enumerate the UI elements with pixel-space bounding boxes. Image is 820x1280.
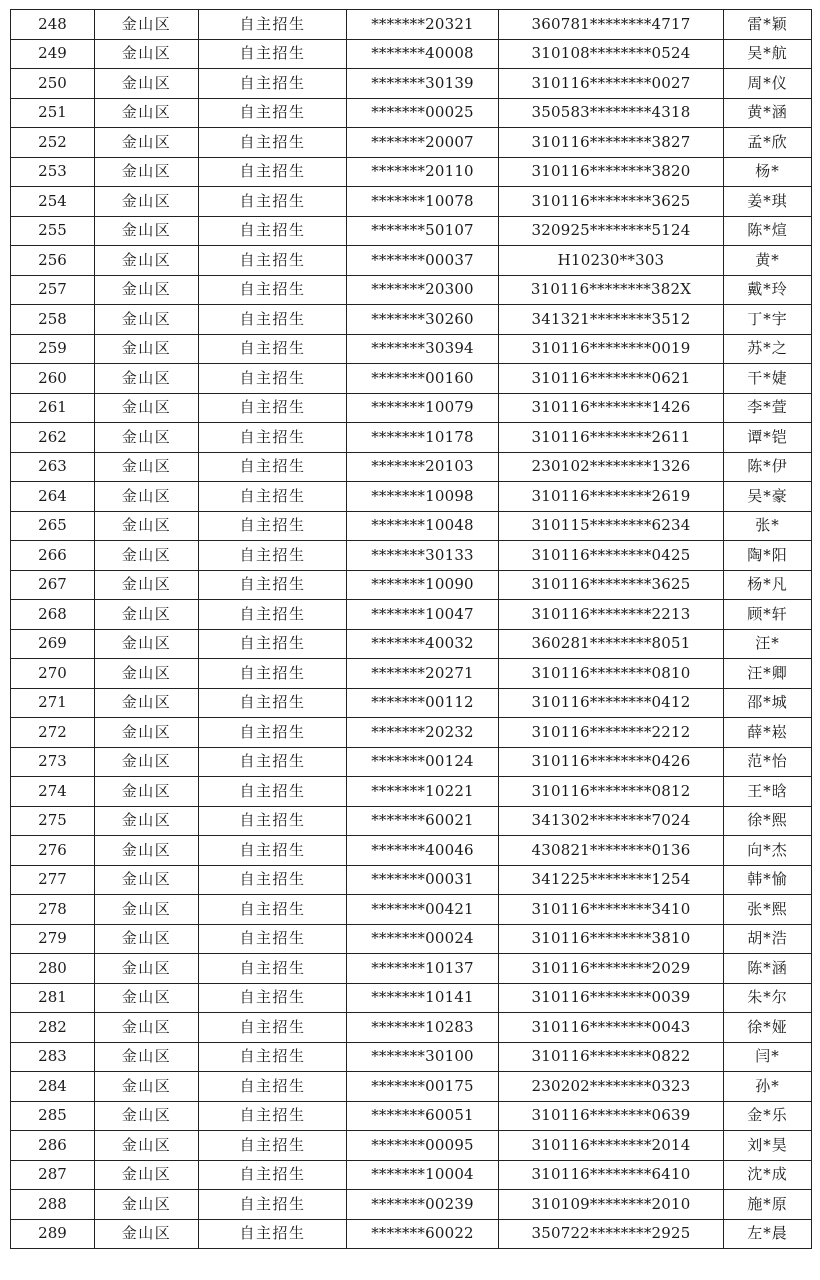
district-cell: 金山区 — [95, 98, 199, 128]
admission-type-cell: 自主招生 — [199, 393, 347, 423]
table-row — [11, 865, 812, 895]
row-number-cell: 251 — [11, 98, 95, 128]
district-cell: 金山区 — [95, 747, 199, 777]
id-card-number-cell: 310116********0027 — [499, 69, 724, 99]
admission-type-cell: 自主招生 — [199, 1013, 347, 1043]
id-card-number-cell: 310116********0639 — [499, 1101, 724, 1131]
district-cell: 金山区 — [95, 305, 199, 335]
district-cell: 金山区 — [95, 69, 199, 99]
student-name-cell: 陈*伊 — [724, 452, 812, 482]
admission-type-cell: 自主招生 — [199, 541, 347, 571]
table-row — [11, 423, 812, 453]
admission-type-cell: 自主招生 — [199, 806, 347, 836]
district-cell: 金山区 — [95, 570, 199, 600]
admission-type-cell: 自主招生 — [199, 275, 347, 305]
id-card-number-cell: 310116********3625 — [499, 187, 724, 217]
id-card-number-cell: 310116********3810 — [499, 924, 724, 954]
table-row — [11, 570, 812, 600]
student-name-cell: 韩*愉 — [724, 865, 812, 895]
document-page — [10, 9, 811, 1249]
candidate-id-cell: *******10079 — [347, 393, 499, 423]
table-row — [11, 39, 812, 69]
table-row — [11, 1042, 812, 1072]
student-name-cell: 吴*航 — [724, 39, 812, 69]
candidate-id-cell: *******10048 — [347, 511, 499, 541]
id-card-number-cell: 310116********2213 — [499, 600, 724, 630]
student-name-cell: 雷*颖 — [724, 10, 812, 40]
row-number-cell: 282 — [11, 1013, 95, 1043]
candidate-id-cell: *******60022 — [347, 1219, 499, 1249]
table-row — [11, 69, 812, 99]
admission-type-cell: 自主招生 — [199, 1072, 347, 1102]
row-number-cell: 261 — [11, 393, 95, 423]
table-row — [11, 806, 812, 836]
id-card-number-cell: 341302********7024 — [499, 806, 724, 836]
row-number-cell: 289 — [11, 1219, 95, 1249]
row-number-cell: 270 — [11, 659, 95, 689]
id-card-number-cell: 310116********0412 — [499, 688, 724, 718]
admission-type-cell: 自主招生 — [199, 334, 347, 364]
district-cell: 金山区 — [95, 718, 199, 748]
id-card-number-cell: 310116********1426 — [499, 393, 724, 423]
row-number-cell: 285 — [11, 1101, 95, 1131]
id-card-number-cell: 310116********0621 — [499, 364, 724, 394]
admission-type-cell: 自主招生 — [199, 600, 347, 630]
admission-type-cell: 自主招生 — [199, 157, 347, 187]
row-number-cell: 276 — [11, 836, 95, 866]
student-name-cell: 丁*宇 — [724, 305, 812, 335]
id-card-number-cell: 310116********3820 — [499, 157, 724, 187]
student-name-cell: 杨*凡 — [724, 570, 812, 600]
district-cell: 金山区 — [95, 1101, 199, 1131]
candidate-id-cell: *******60021 — [347, 806, 499, 836]
student-name-cell: 闫* — [724, 1042, 812, 1072]
district-cell: 金山区 — [95, 1072, 199, 1102]
candidate-id-cell: *******20110 — [347, 157, 499, 187]
admission-type-cell: 自主招生 — [199, 246, 347, 276]
row-number-cell: 280 — [11, 954, 95, 984]
id-card-number-cell: 350583********4318 — [499, 98, 724, 128]
candidate-id-cell: *******30394 — [347, 334, 499, 364]
candidate-id-cell: *******20232 — [347, 718, 499, 748]
district-cell: 金山区 — [95, 541, 199, 571]
table-row — [11, 747, 812, 777]
candidate-id-cell: *******00031 — [347, 865, 499, 895]
id-card-number-cell: 310116********382X — [499, 275, 724, 305]
table-row — [11, 718, 812, 748]
id-card-number-cell: 310108********0524 — [499, 39, 724, 69]
district-cell: 金山区 — [95, 334, 199, 364]
table-row — [11, 1160, 812, 1190]
candidate-id-cell: *******20007 — [347, 128, 499, 158]
district-cell: 金山区 — [95, 600, 199, 630]
table-row — [11, 482, 812, 512]
candidate-id-cell: *******60051 — [347, 1101, 499, 1131]
admission-type-cell: 自主招生 — [199, 452, 347, 482]
row-number-cell: 269 — [11, 629, 95, 659]
candidate-id-cell: *******20300 — [347, 275, 499, 305]
admission-type-cell: 自主招生 — [199, 570, 347, 600]
row-number-cell: 279 — [11, 924, 95, 954]
district-cell: 金山区 — [95, 393, 199, 423]
student-name-cell: 张*熙 — [724, 895, 812, 925]
student-name-cell: 薛*崧 — [724, 718, 812, 748]
id-card-number-cell: 310116********0810 — [499, 659, 724, 689]
id-card-number-cell: 310116********3827 — [499, 128, 724, 158]
candidate-id-cell: *******00124 — [347, 747, 499, 777]
row-number-cell: 284 — [11, 1072, 95, 1102]
candidate-id-cell: *******10178 — [347, 423, 499, 453]
id-card-number-cell: 310116********0812 — [499, 777, 724, 807]
candidate-id-cell: *******00239 — [347, 1190, 499, 1220]
row-number-cell: 267 — [11, 570, 95, 600]
id-card-number-cell: 430821********0136 — [499, 836, 724, 866]
row-number-cell: 248 — [11, 10, 95, 40]
admission-type-cell: 自主招生 — [199, 364, 347, 394]
admission-type-cell: 自主招生 — [199, 1131, 347, 1161]
id-card-number-cell: 310116********2014 — [499, 1131, 724, 1161]
id-card-number-cell: 320925********5124 — [499, 216, 724, 246]
admission-type-cell: 自主招生 — [199, 924, 347, 954]
student-name-cell: 徐*娅 — [724, 1013, 812, 1043]
id-card-number-cell: 360781********4717 — [499, 10, 724, 40]
student-name-cell: 左*晨 — [724, 1219, 812, 1249]
candidate-id-cell: *******40032 — [347, 629, 499, 659]
table-row — [11, 452, 812, 482]
student-name-cell: 邵*城 — [724, 688, 812, 718]
student-name-cell: 金*乐 — [724, 1101, 812, 1131]
admission-type-cell: 自主招生 — [199, 629, 347, 659]
table-row — [11, 1190, 812, 1220]
candidate-id-cell: *******00095 — [347, 1131, 499, 1161]
row-number-cell: 255 — [11, 216, 95, 246]
row-number-cell: 265 — [11, 511, 95, 541]
row-number-cell: 287 — [11, 1160, 95, 1190]
table-row — [11, 1013, 812, 1043]
student-name-cell: 黄*涵 — [724, 98, 812, 128]
table-row — [11, 128, 812, 158]
table-row — [11, 924, 812, 954]
district-cell: 金山区 — [95, 1013, 199, 1043]
id-card-number-cell: 310116********2611 — [499, 423, 724, 453]
row-number-cell: 264 — [11, 482, 95, 512]
table-row — [11, 246, 812, 276]
candidate-id-cell: *******00175 — [347, 1072, 499, 1102]
row-number-cell: 272 — [11, 718, 95, 748]
district-cell: 金山区 — [95, 983, 199, 1013]
district-cell: 金山区 — [95, 364, 199, 394]
table-row — [11, 659, 812, 689]
table-row — [11, 275, 812, 305]
table-row — [11, 10, 812, 40]
student-name-cell: 孟*欣 — [724, 128, 812, 158]
admission-type-cell: 自主招生 — [199, 777, 347, 807]
student-name-cell: 汪*卿 — [724, 659, 812, 689]
row-number-cell: 254 — [11, 187, 95, 217]
id-card-number-cell: 310116********2212 — [499, 718, 724, 748]
table-row — [11, 1101, 812, 1131]
row-number-cell: 258 — [11, 305, 95, 335]
student-name-cell: 周*仪 — [724, 69, 812, 99]
row-number-cell: 275 — [11, 806, 95, 836]
id-card-number-cell: 310116********0822 — [499, 1042, 724, 1072]
candidate-id-cell: *******10283 — [347, 1013, 499, 1043]
admission-type-cell: 自主招生 — [199, 1160, 347, 1190]
district-cell: 金山区 — [95, 128, 199, 158]
student-name-cell: 沈*成 — [724, 1160, 812, 1190]
district-cell: 金山区 — [95, 511, 199, 541]
candidate-id-cell: *******20103 — [347, 452, 499, 482]
candidate-id-cell: *******10090 — [347, 570, 499, 600]
district-cell: 金山区 — [95, 659, 199, 689]
table-row — [11, 895, 812, 925]
table-row — [11, 777, 812, 807]
id-card-number-cell: 310116********0043 — [499, 1013, 724, 1043]
table-row — [11, 541, 812, 571]
table-row — [11, 983, 812, 1013]
student-name-cell: 陈*煊 — [724, 216, 812, 246]
id-card-number-cell: 310116********3410 — [499, 895, 724, 925]
candidate-id-cell: *******10141 — [347, 983, 499, 1013]
row-number-cell: 273 — [11, 747, 95, 777]
id-card-number-cell: 310116********3625 — [499, 570, 724, 600]
id-card-number-cell: 310116********0039 — [499, 983, 724, 1013]
student-name-cell: 张* — [724, 511, 812, 541]
student-name-cell: 李*萱 — [724, 393, 812, 423]
candidate-id-cell: *******30133 — [347, 541, 499, 571]
district-cell: 金山区 — [95, 954, 199, 984]
row-number-cell: 271 — [11, 688, 95, 718]
district-cell: 金山区 — [95, 688, 199, 718]
district-cell: 金山区 — [95, 1219, 199, 1249]
district-cell: 金山区 — [95, 482, 199, 512]
row-number-cell: 249 — [11, 39, 95, 69]
district-cell: 金山区 — [95, 865, 199, 895]
candidate-id-cell: *******10221 — [347, 777, 499, 807]
id-card-number-cell: 310116********2029 — [499, 954, 724, 984]
table-row — [11, 157, 812, 187]
row-number-cell: 252 — [11, 128, 95, 158]
id-card-number-cell: 310109********2010 — [499, 1190, 724, 1220]
candidate-id-cell: *******30100 — [347, 1042, 499, 1072]
student-name-cell: 胡*浩 — [724, 924, 812, 954]
admission-type-cell: 自主招生 — [199, 482, 347, 512]
admission-type-cell: 自主招生 — [199, 511, 347, 541]
admission-type-cell: 自主招生 — [199, 718, 347, 748]
district-cell: 金山区 — [95, 216, 199, 246]
admission-list-table — [10, 9, 812, 1249]
admission-type-cell: 自主招生 — [199, 69, 347, 99]
admission-type-cell: 自主招生 — [199, 659, 347, 689]
table-row — [11, 954, 812, 984]
admission-type-cell: 自主招生 — [199, 1101, 347, 1131]
student-name-cell: 汪* — [724, 629, 812, 659]
student-name-cell: 杨* — [724, 157, 812, 187]
student-name-cell: 戴*玲 — [724, 275, 812, 305]
student-name-cell: 向*杰 — [724, 836, 812, 866]
table-row — [11, 216, 812, 246]
id-card-number-cell: 230202********0323 — [499, 1072, 724, 1102]
id-card-number-cell: 350722********2925 — [499, 1219, 724, 1249]
row-number-cell: 277 — [11, 865, 95, 895]
table-row — [11, 305, 812, 335]
candidate-id-cell: *******00112 — [347, 688, 499, 718]
table-row — [11, 600, 812, 630]
student-name-cell: 范*怡 — [724, 747, 812, 777]
student-name-cell: 陈*涵 — [724, 954, 812, 984]
admission-type-cell: 自主招生 — [199, 983, 347, 1013]
row-number-cell: 257 — [11, 275, 95, 305]
admission-type-cell: 自主招生 — [199, 865, 347, 895]
district-cell: 金山区 — [95, 806, 199, 836]
admission-type-cell: 自主招生 — [199, 747, 347, 777]
candidate-id-cell: *******20321 — [347, 10, 499, 40]
student-name-cell: 谭*铠 — [724, 423, 812, 453]
id-card-number-cell: 310116********6410 — [499, 1160, 724, 1190]
admission-type-cell: 自主招生 — [199, 10, 347, 40]
district-cell: 金山区 — [95, 1160, 199, 1190]
row-number-cell: 278 — [11, 895, 95, 925]
student-name-cell: 朱*尔 — [724, 983, 812, 1013]
admission-type-cell: 自主招生 — [199, 954, 347, 984]
student-name-cell: 陶*阳 — [724, 541, 812, 571]
district-cell: 金山区 — [95, 836, 199, 866]
admission-type-cell: 自主招生 — [199, 1219, 347, 1249]
candidate-id-cell: *******10047 — [347, 600, 499, 630]
district-cell: 金山区 — [95, 777, 199, 807]
candidate-id-cell: *******20271 — [347, 659, 499, 689]
student-name-cell: 刘*昊 — [724, 1131, 812, 1161]
admission-type-cell: 自主招生 — [199, 1042, 347, 1072]
table-row — [11, 1072, 812, 1102]
student-name-cell: 苏*之 — [724, 334, 812, 364]
candidate-id-cell: *******30260 — [347, 305, 499, 335]
id-card-number-cell: 341321********3512 — [499, 305, 724, 335]
id-card-number-cell: 310116********0425 — [499, 541, 724, 571]
admission-type-cell: 自主招生 — [199, 305, 347, 335]
candidate-id-cell: *******30139 — [347, 69, 499, 99]
row-number-cell: 268 — [11, 600, 95, 630]
id-card-number-cell: 310115********6234 — [499, 511, 724, 541]
district-cell: 金山区 — [95, 924, 199, 954]
id-card-number-cell: 310116********0426 — [499, 747, 724, 777]
candidate-id-cell: *******00025 — [347, 98, 499, 128]
row-number-cell: 266 — [11, 541, 95, 571]
district-cell: 金山区 — [95, 246, 199, 276]
district-cell: 金山区 — [95, 1190, 199, 1220]
admission-type-cell: 自主招生 — [199, 836, 347, 866]
row-number-cell: 274 — [11, 777, 95, 807]
id-card-number-cell: 341225********1254 — [499, 865, 724, 895]
candidate-id-cell: *******10078 — [347, 187, 499, 217]
admission-type-cell: 自主招生 — [199, 688, 347, 718]
admission-type-cell: 自主招生 — [199, 423, 347, 453]
district-cell: 金山区 — [95, 275, 199, 305]
candidate-id-cell: *******40008 — [347, 39, 499, 69]
candidate-id-cell: *******00024 — [347, 924, 499, 954]
district-cell: 金山区 — [95, 1131, 199, 1161]
district-cell: 金山区 — [95, 157, 199, 187]
candidate-id-cell: *******10137 — [347, 954, 499, 984]
id-card-number-cell: 310116********2619 — [499, 482, 724, 512]
table-row — [11, 98, 812, 128]
candidate-id-cell: *******00160 — [347, 364, 499, 394]
row-number-cell: 250 — [11, 69, 95, 99]
candidate-id-cell: *******10098 — [347, 482, 499, 512]
table-body — [11, 10, 812, 1249]
student-name-cell: 顾*轩 — [724, 600, 812, 630]
admission-type-cell: 自主招生 — [199, 128, 347, 158]
row-number-cell: 286 — [11, 1131, 95, 1161]
table-row — [11, 187, 812, 217]
candidate-id-cell: *******10004 — [347, 1160, 499, 1190]
district-cell: 金山区 — [95, 187, 199, 217]
table-row — [11, 688, 812, 718]
candidate-id-cell: *******00421 — [347, 895, 499, 925]
row-number-cell: 262 — [11, 423, 95, 453]
student-name-cell: 姜*琪 — [724, 187, 812, 217]
admission-type-cell: 自主招生 — [199, 39, 347, 69]
admission-type-cell: 自主招生 — [199, 98, 347, 128]
row-number-cell: 288 — [11, 1190, 95, 1220]
id-card-number-cell: 310116********0019 — [499, 334, 724, 364]
student-name-cell: 孙* — [724, 1072, 812, 1102]
student-name-cell: 干*婕 — [724, 364, 812, 394]
candidate-id-cell: *******50107 — [347, 216, 499, 246]
row-number-cell: 263 — [11, 452, 95, 482]
table-row — [11, 1131, 812, 1161]
candidate-id-cell: *******00037 — [347, 246, 499, 276]
district-cell: 金山区 — [95, 629, 199, 659]
row-number-cell: 256 — [11, 246, 95, 276]
admission-type-cell: 自主招生 — [199, 895, 347, 925]
table-row — [11, 334, 812, 364]
row-number-cell: 281 — [11, 983, 95, 1013]
district-cell: 金山区 — [95, 452, 199, 482]
student-name-cell: 黄* — [724, 246, 812, 276]
table-row — [11, 629, 812, 659]
row-number-cell: 253 — [11, 157, 95, 187]
candidate-id-cell: *******40046 — [347, 836, 499, 866]
id-card-number-cell: 360281********8051 — [499, 629, 724, 659]
table-row — [11, 836, 812, 866]
student-name-cell: 王*晗 — [724, 777, 812, 807]
table-row — [11, 393, 812, 423]
student-name-cell: 施*原 — [724, 1190, 812, 1220]
district-cell: 金山区 — [95, 39, 199, 69]
row-number-cell: 260 — [11, 364, 95, 394]
table-row — [11, 511, 812, 541]
student-name-cell: 吴*豪 — [724, 482, 812, 512]
table-row — [11, 1219, 812, 1249]
district-cell: 金山区 — [95, 1042, 199, 1072]
table-row — [11, 364, 812, 394]
admission-type-cell: 自主招生 — [199, 1190, 347, 1220]
admission-type-cell: 自主招生 — [199, 216, 347, 246]
district-cell: 金山区 — [95, 10, 199, 40]
district-cell: 金山区 — [95, 895, 199, 925]
row-number-cell: 259 — [11, 334, 95, 364]
admission-type-cell: 自主招生 — [199, 187, 347, 217]
id-card-number-cell: 230102********1326 — [499, 452, 724, 482]
student-name-cell: 徐*熙 — [724, 806, 812, 836]
district-cell: 金山区 — [95, 423, 199, 453]
row-number-cell: 283 — [11, 1042, 95, 1072]
id-card-number-cell: H10230**303 — [499, 246, 724, 276]
